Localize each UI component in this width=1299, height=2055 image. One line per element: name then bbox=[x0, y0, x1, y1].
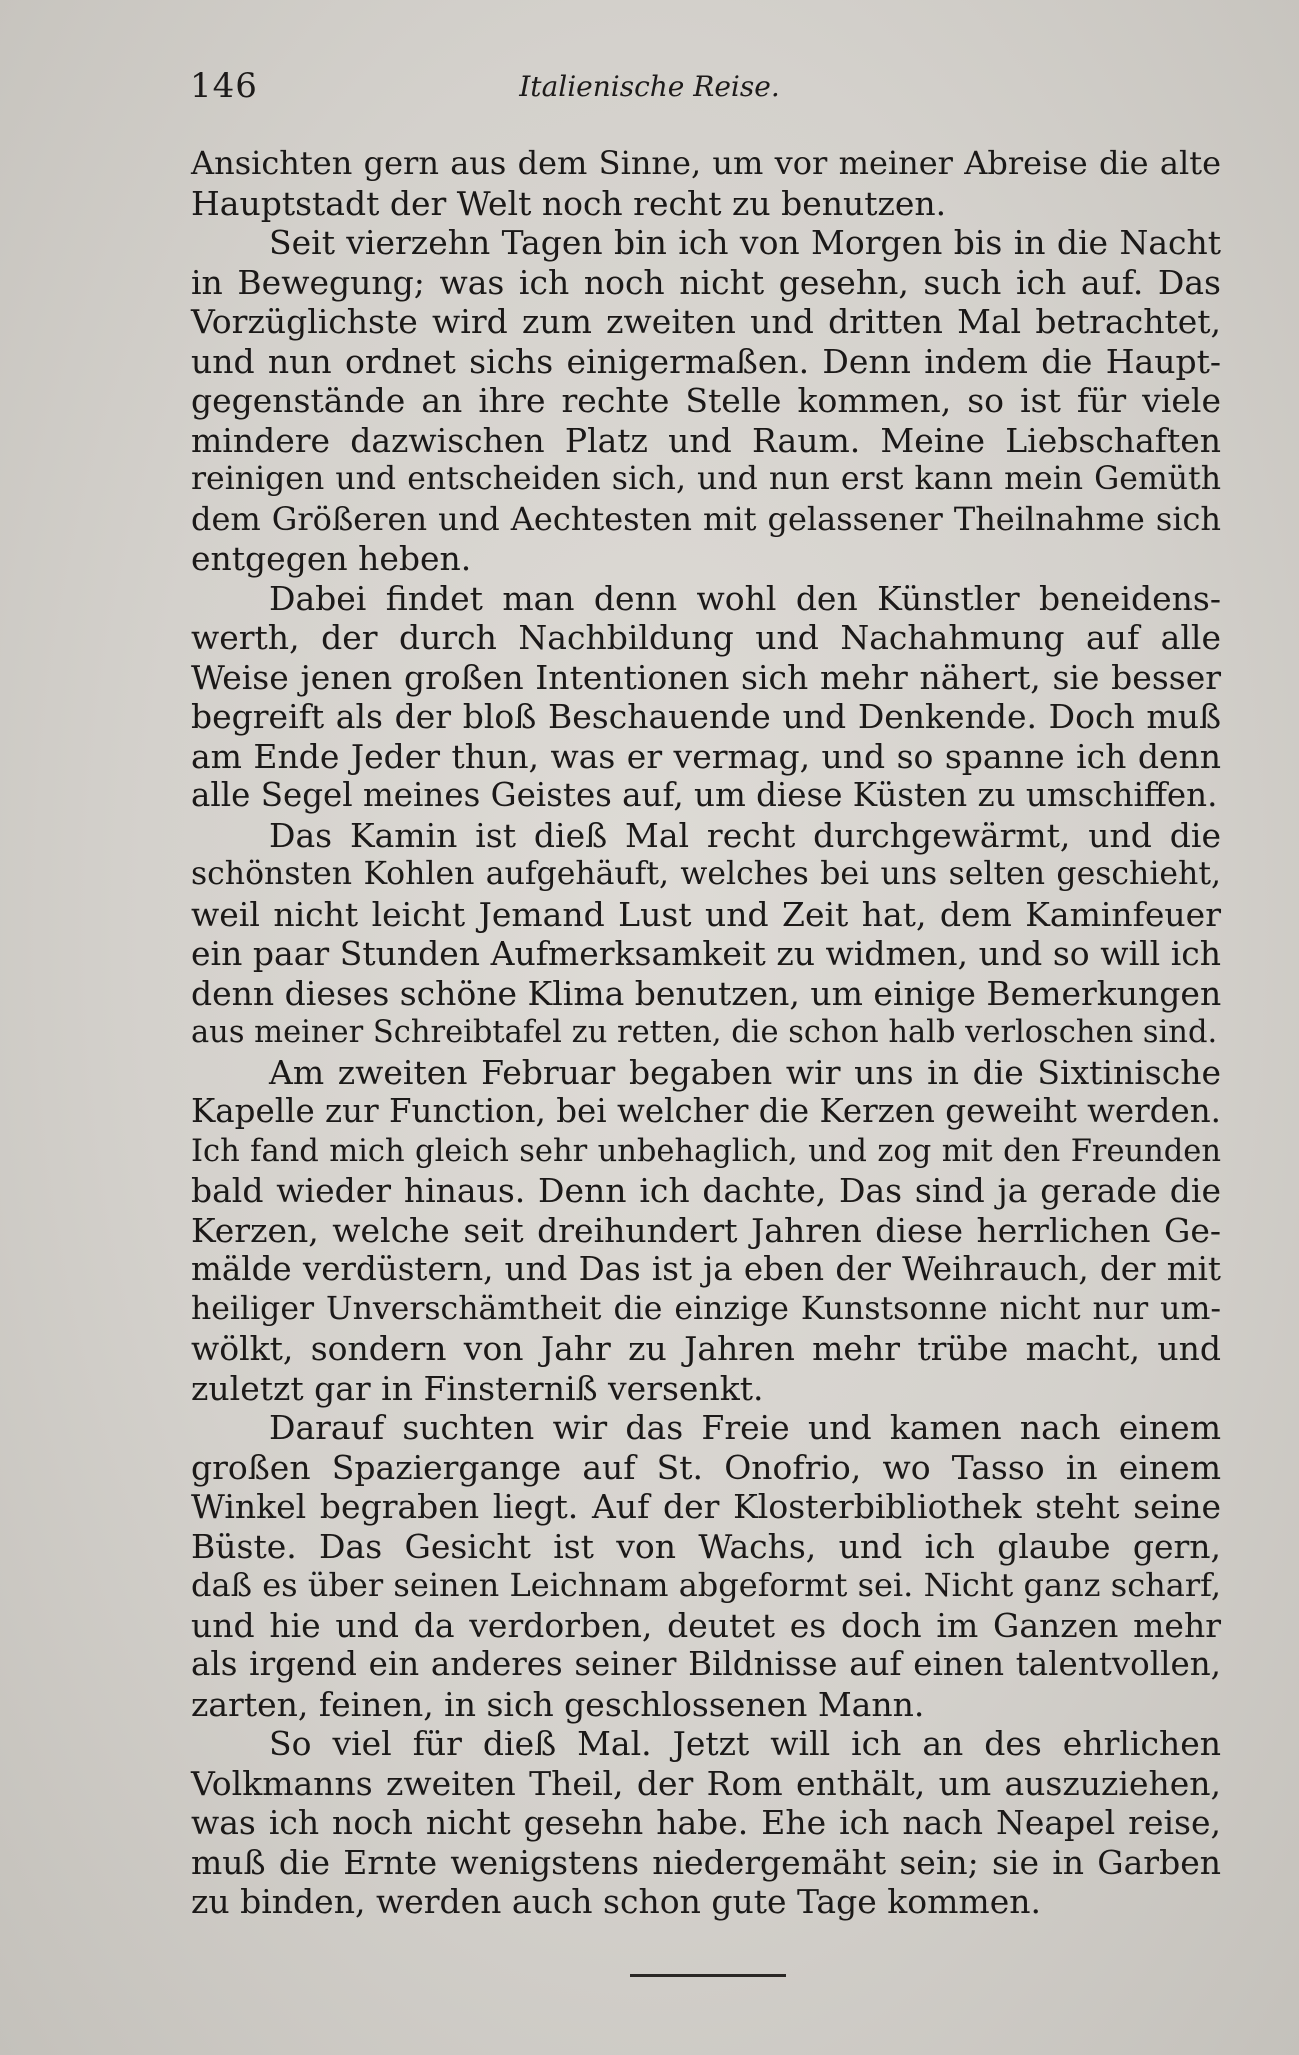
text-line: Dabei findet man denn wohl den Künstler beneidens- bbox=[269, 578, 1221, 618]
text-line: daß es über seinen Leichnam abgeformt sei. Nicht ganz scharf, bbox=[191, 1566, 1221, 1604]
text-line: Weise jenen großen Intentionen sich mehr nähert, sie besser bbox=[191, 657, 1221, 697]
paragraph-1 bbox=[191, 144, 1221, 223]
text-line: dem Größeren und Aechtesten mit gelassener Theilnahme sich bbox=[191, 499, 1221, 538]
page-number: 146 bbox=[190, 66, 258, 106]
paragraph-2 bbox=[191, 223, 1221, 579]
text-line: und hie und da verdorben, deutet es doch im Ganzen mehr bbox=[191, 1605, 1221, 1645]
text-line: Das Kamin ist dieß Mal recht durchgewärmt, und die bbox=[269, 815, 1221, 855]
text-line: denn dieses schöne Klima benutzen, um einige Bemerkungen bbox=[191, 973, 1222, 1013]
text-line: ein paar Stunden Aufmerksamkeit zu widmen, und so will ich bbox=[191, 934, 1221, 973]
text-line: als irgend ein anderes seiner Bildnisse auf einen talentvollen, bbox=[191, 1645, 1221, 1683]
paragraph-6 bbox=[191, 1408, 1221, 1724]
text-line: was ich noch nicht gesehn habe. Ehe ich nach Neapel reise, bbox=[191, 1803, 1221, 1842]
text-line: begreift als der bloß Beschauende und Denkende. Doch muß bbox=[191, 697, 1221, 736]
running-title: Italienische Reise. bbox=[519, 70, 780, 103]
text-line: in Bewegung; was ich noch nicht gesehn, such ich auf. Das bbox=[191, 262, 1221, 302]
text-line: reinigen und entscheiden sich, und nun erst kann mein Gemüth bbox=[191, 461, 1221, 497]
text-line: zarten, feinen, in sich geschlossenen Mann. bbox=[191, 1684, 925, 1724]
text-line: muß die Ernte wenigstens niedergemäht sein; sie in Garben bbox=[191, 1842, 1221, 1882]
paragraph-7 bbox=[191, 1724, 1221, 1922]
text-line: Kapelle zur Function, bei welcher die Kerzen geweiht werden. bbox=[191, 1092, 1221, 1130]
text-line: Büste. Das Gesicht ist von Wachs, und ich glaube gern, bbox=[191, 1526, 1221, 1566]
text-line: bald wieder hinaus. Denn ich dachte, Das sind ja gerade die bbox=[191, 1171, 1221, 1210]
text-line: Seit vierzehn Tagen bin ich von Morgen bis in die Nacht bbox=[269, 223, 1221, 262]
text-line: am Ende Jeder thun, was er vermag, und so spanne ich denn bbox=[191, 736, 1221, 776]
text-line: Vorzüglichste wird zum zweiten und dritten Mal betrachtet, bbox=[191, 302, 1221, 341]
text-line: Darauf suchten wir das Freie und kamen nach einem bbox=[269, 1408, 1221, 1447]
text-line: aus meiner Schreibtafel zu retten, die schon halb verloschen sind. bbox=[191, 1015, 1218, 1050]
paragraph-5 bbox=[191, 1053, 1221, 1409]
body-text bbox=[191, 144, 1221, 1922]
text-line: entgegen heben. bbox=[191, 539, 472, 578]
text-line: So viel für dieß Mal. Jetzt will ich an des ehrlichen bbox=[269, 1724, 1221, 1763]
text-line: Kerzen, welche seit dreihundert Jahren diese herrlichen Ge- bbox=[191, 1210, 1221, 1250]
text-line: gegenstände an ihre rechte Stelle kommen, so ist für viele bbox=[191, 381, 1221, 420]
text-line: Am zweiten Februar begaben wir uns in die Sixtinische bbox=[269, 1052, 1221, 1092]
text-line: heiliger Unverschämtheit die einzige Kunstsonne nicht nur um- bbox=[191, 1290, 1221, 1327]
text-line: schönsten Kohlen aufgehäuft, welches bei uns selten geschieht, bbox=[191, 856, 1221, 892]
text-line: zu binden, werden auch schon gute Tage kommen. bbox=[191, 1882, 1041, 1921]
text-line: mindere dazwischen Platz und Raum. Meine Liebschaften bbox=[191, 420, 1221, 460]
paragraph-3 bbox=[191, 579, 1221, 816]
text-line: Ansichten gern aus dem Sinne, um vor meiner Abreise die alte bbox=[191, 144, 1221, 182]
text-line: alle Segel meines Geistes auf, um diese Küsten zu umschiffen. bbox=[191, 776, 1218, 814]
text-line: großen Spaziergange auf St. Onofrio, wo Tasso in einem bbox=[191, 1447, 1221, 1487]
text-line: weil nicht leicht Jemand Lust und Zeit hat, dem Kaminfeuer bbox=[191, 894, 1221, 934]
text-line: Volkmanns zweiten Theil, der Rom enthält, um auszuziehen, bbox=[191, 1763, 1221, 1803]
text-line: Winkel begraben liegt. Auf der Klosterbibliothek steht seine bbox=[191, 1487, 1221, 1526]
text-line: mälde verdüstern, und Das ist ja eben der Weihrauch, der mit bbox=[191, 1250, 1221, 1288]
text-line: Hauptstadt der Welt noch recht zu benutzen. bbox=[191, 183, 947, 223]
paragraph-4 bbox=[191, 816, 1221, 1053]
text-line: wölkt, sondern von Jahr zu Jahren mehr trübe macht, und bbox=[191, 1329, 1221, 1368]
text-line: und nun ordnet sichs einigermaßen. Denn indem die Haupt- bbox=[191, 341, 1221, 381]
text-line: zuletzt gar in Finsterniß versenkt. bbox=[191, 1368, 764, 1408]
text-line: Ich fand mich gleich sehr unbehaglich, und zog mit den Freunden bbox=[191, 1133, 1221, 1169]
end-rule bbox=[630, 1974, 786, 1977]
text-line: werth, der durch Nachbildung und Nachahmung auf alle bbox=[191, 618, 1221, 657]
